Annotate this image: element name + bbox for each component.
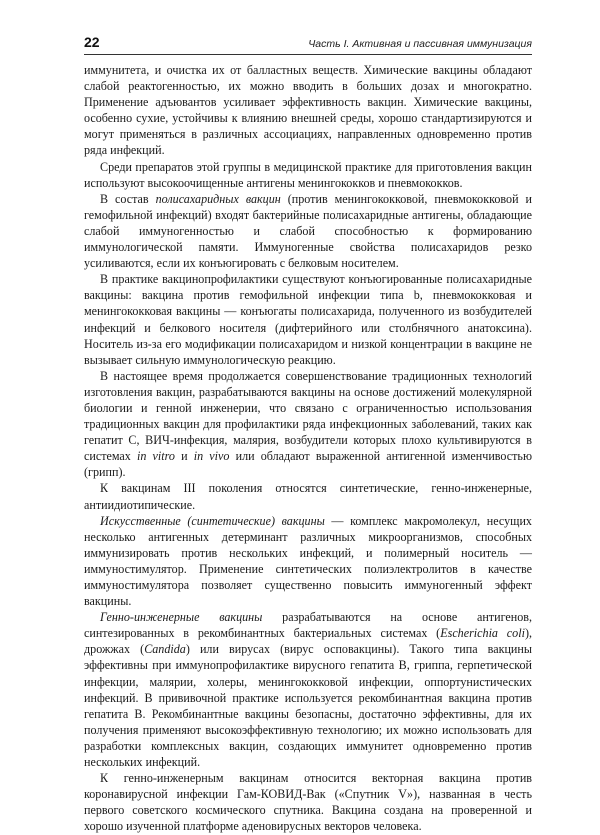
text-run: — комплекс макромолекул, несущих несколько антигенных детерминант различных микроорганизмов, способных иммунизировать против нескольких инфекций, и полимерный носитель — иммуностимулятор. Применение синтетических полиэлектролитов в качестве иммуностимулятора позволяет существенно повысить иммуногенный эффект вакцины.: [84, 513, 532, 609]
paragraph: [84, 770, 532, 834]
text-run: разрабатываются на основе антигенов, синтезированных в рекомбинантных бактериальных системах (: [84, 610, 532, 641]
text-run: В практике вакцинопрофилактики существуют конъюгированные полисахаридные вакцины: вакцина против гемофильной инфекции типа b, пневмококковая и менингококковая вакцины — конъюгаты полисахарида, полученного из возбудителей инфекций и белкового носителя (дифтерийного или столбнячного анатоксина). Носитель из-за его модификации полисахаридом и низкой концентрации в вакцине не вызывает сильную иммунологическую реакцию.: [84, 272, 532, 367]
paragraph: [84, 609, 532, 770]
italic-text: полисахаридных вакцин: [155, 191, 281, 206]
italic-text: in vivo: [193, 449, 230, 464]
text-run: и: [174, 449, 194, 464]
italic-text: Candida: [144, 642, 186, 657]
paragraph: [84, 513, 532, 610]
italic-text: in vitro: [137, 449, 175, 464]
italic-text: Escherichia coli: [440, 626, 525, 641]
italic-text: Искусственные (синтетические) вакцины: [100, 513, 325, 528]
text-run: или обладают выраженной антигенной изменчивостью (грипп).: [84, 449, 532, 480]
text-run: ) или вирусах (вирус осповакцины). Такого типа вакцины эффективны при иммунопрофилактике вирусного гепатита В, гриппа, герпетической инфекции, малярии, холеры, менингококковой инфекции, оппортунистических инфекций. В прививочной практике используется рекомбинантная вакцина против гепатита В. Рекомбинантные вакцины безопасны, достаточно эффективны, для их получения применяют высокоэффективную технологию; их можно использовать для разработки комплексных вакцин, создающих иммунитет одновременно против нескольких инфекций.: [84, 642, 532, 770]
text-run: иммунитета, и очистка их от балластных веществ. Химические вакцины обладают слабой реактогенностью, их можно вводить в больших дозах и многократно. Применение адъювантов усиливает эффективность вакцин. Химические вакцины, особенно сухие, устойчивы к влиянию внешней среды, хорошо стандартизируются и могут применяться в различных ассоциациях, направленных одновременно против ряда инфекций.: [84, 63, 532, 158]
text-run: Среди препаратов этой группы в медицинской практике для приготовления вакцин используют высокоочищенные антигены менингококков и пневмококков.: [84, 159, 532, 190]
body-text: [84, 62, 532, 835]
paragraph: [84, 271, 532, 368]
page-header: [84, 34, 532, 55]
text-run: К вакцинам III поколения относятся синтетические, генно-инженерные, антиидиотипические.: [84, 481, 532, 512]
paragraph: [84, 159, 532, 191]
paragraph: [84, 368, 532, 481]
running-title: Часть I. Активная и пассивная иммунизация: [308, 38, 532, 50]
paragraph: [84, 62, 532, 159]
text-run: К генно-инженерным вакцинам относится векторная вакцина против коронавирусной инфекции Гам-КОВИД-Вак («Спутник V»), названная в честь первого советского космического спутника. Вакцина создана на проверенной и хорошо изученной платформе аденовирусных векторов человека.: [84, 771, 532, 834]
page-number: 22: [84, 34, 100, 50]
text-run: (против менингококковой, пневмококковой и гемофильной инфекций) входят бактерийные полисахаридные антигены, обладающие слабой иммуногенностью и слабой способностью к формированию иммунологической памяти. Иммуногенные свойства полисахаридов резко усиливаются, если их конъюгировать с белковым носителем.: [84, 191, 532, 271]
paragraph: [84, 480, 532, 512]
text-run: В настоящее время продолжается совершенствование традиционных технологий изготовления вакцин, разрабатываются вакцины на основе достижений молекулярной биологии и генной инженерии, что связано с ограниченностью использования традиционных вакцин для профилактики ряда инфекционных заболеваний, таких как гепатит С, ВИЧ-инфекция, малярия, возбудители которых плохо культивируются в системах: [84, 368, 532, 464]
text-run: ), дрожжах (: [84, 626, 532, 657]
italic-text: Генно-инженерные вакцины: [100, 610, 263, 625]
paragraph: [84, 191, 532, 271]
text-run: В состав: [100, 191, 156, 206]
